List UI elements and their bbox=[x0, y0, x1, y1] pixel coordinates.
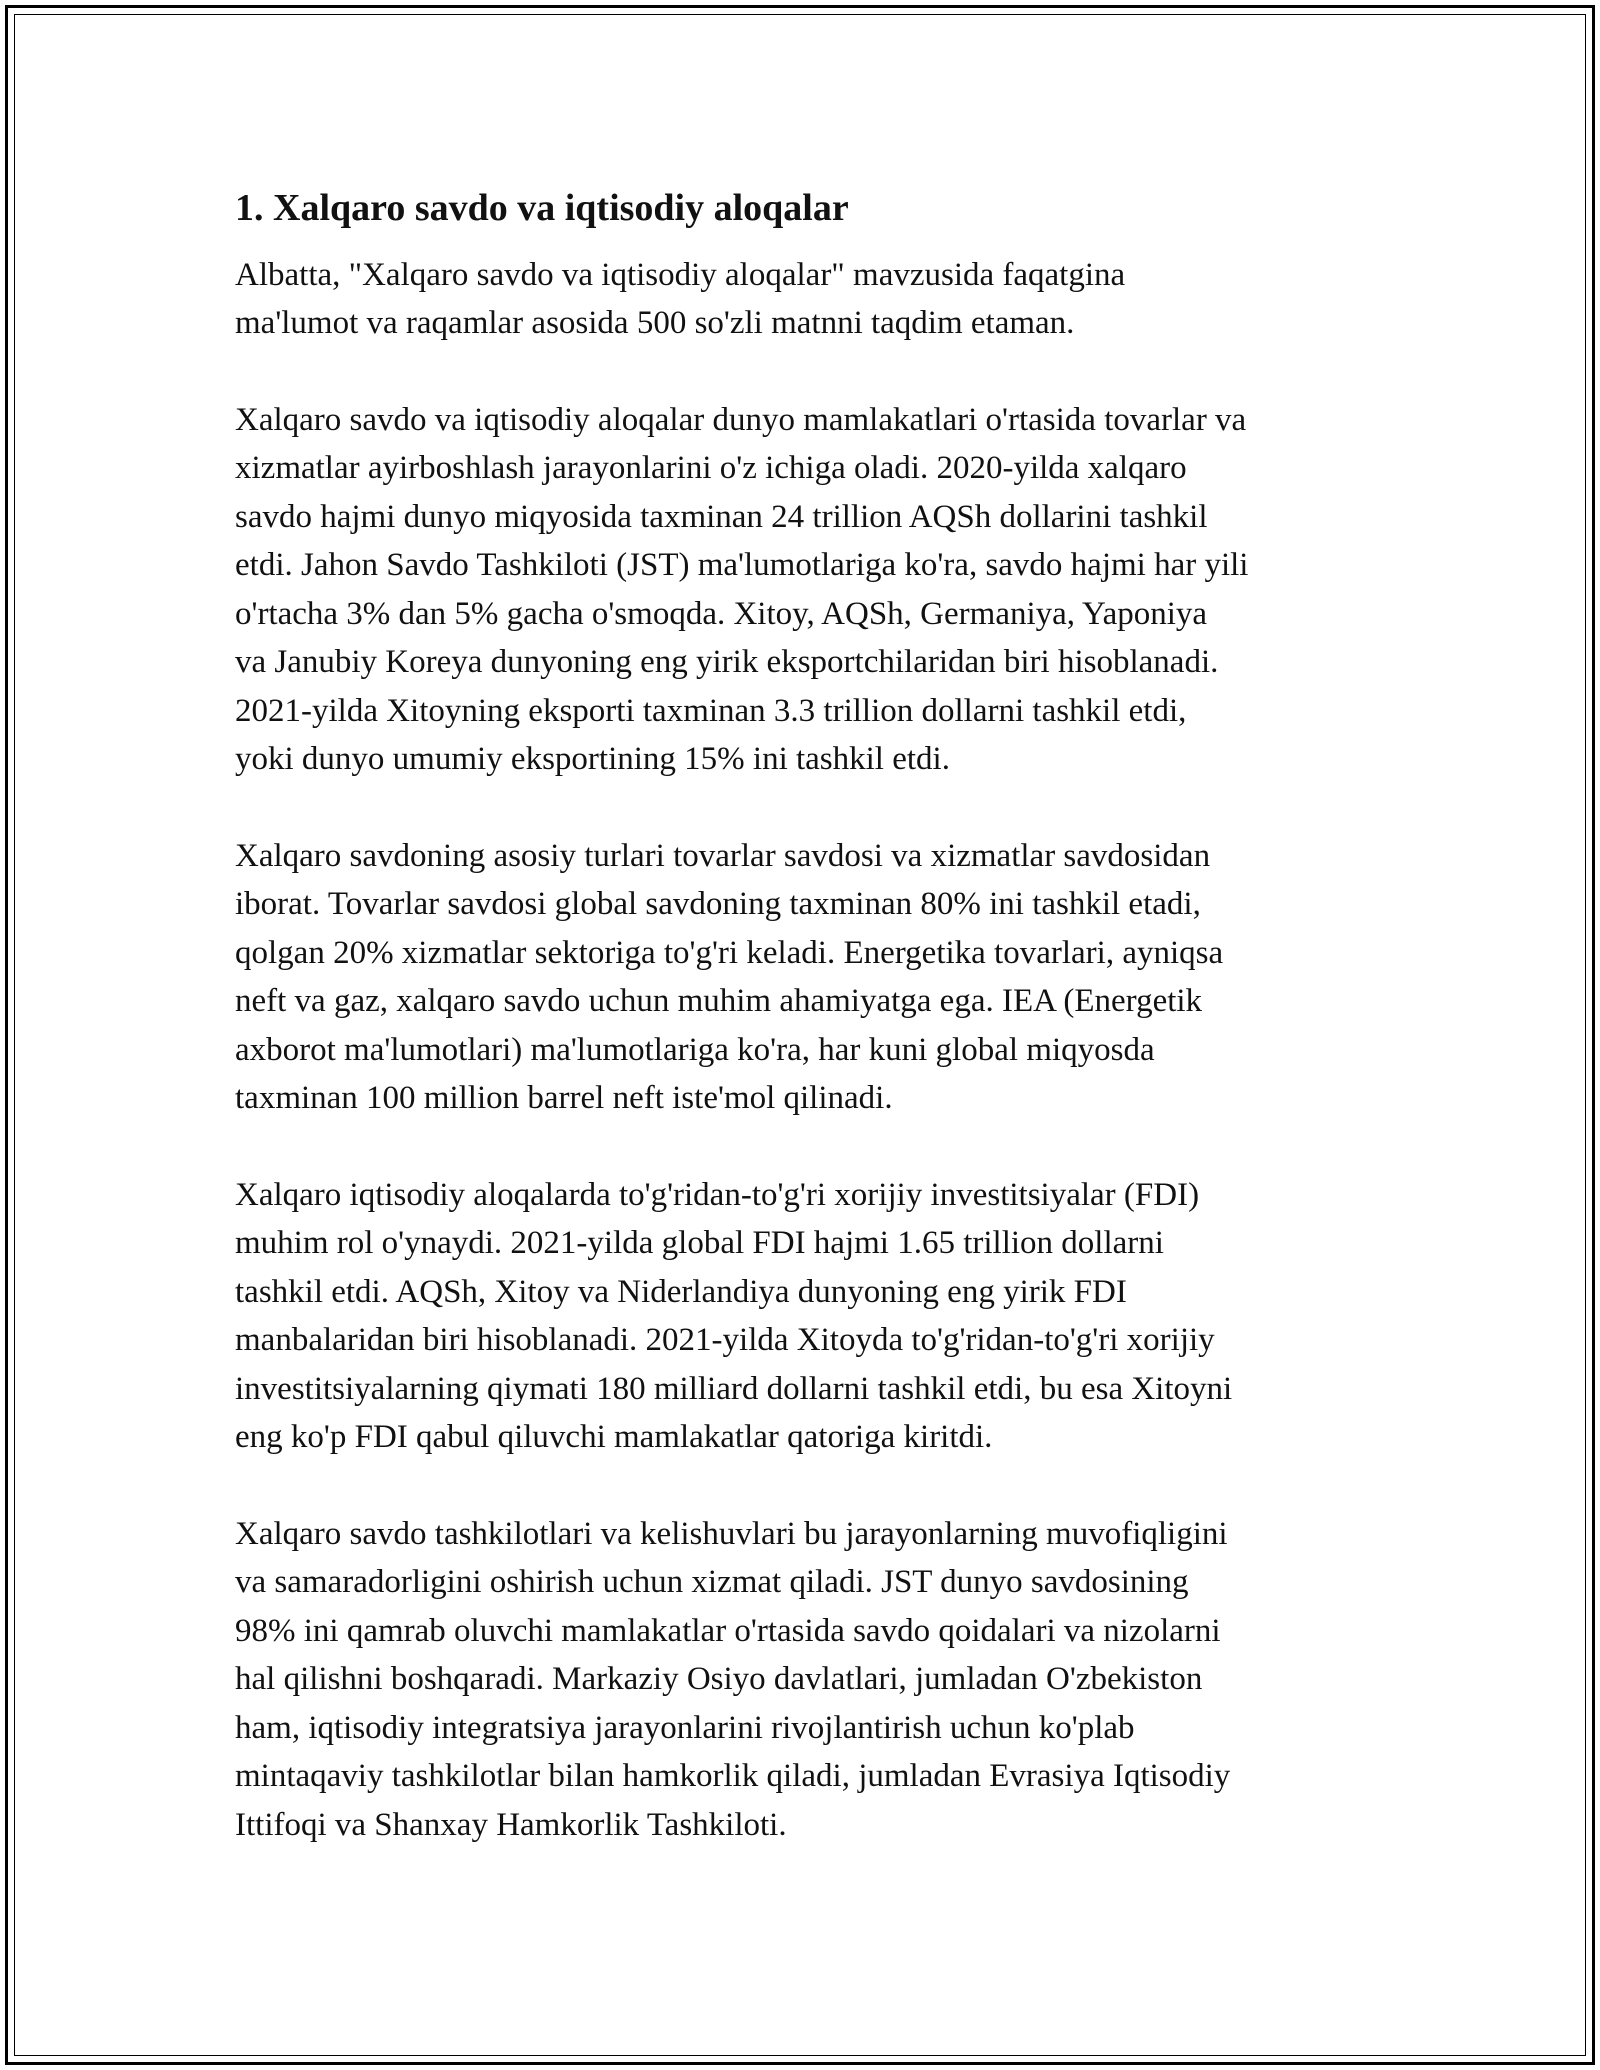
paragraph-line: Ittifoqi va Shanxay Hamkorlik Tashkiloti. bbox=[235, 1806, 787, 1843]
paragraph bbox=[235, 832, 1385, 1123]
paragraph-line: Xalqaro savdo va iqtisodiy aloqalar dunyo mamlakatlari o'rtasida tovarlar va bbox=[235, 401, 1247, 438]
paragraph-line: va samaradorligini oshirish uchun xizmat qiladi. JST dunyo savdosining bbox=[235, 1564, 1189, 1600]
document-body bbox=[235, 185, 1385, 1897]
paragraph-line: ham, iqtisodiy integratsiya jarayonlarini rivojlantirish uchun ko'plab bbox=[235, 1709, 1135, 1746]
paragraph bbox=[235, 396, 1385, 784]
paragraph-line: Albatta, "Xalqaro savdo va iqtisodiy aloqalar" mavzusida faqatgina bbox=[235, 256, 1126, 293]
document-title: 1. Xalqaro savdo va iqtisodiy aloqalar bbox=[235, 187, 849, 229]
paragraph-line: eng ko'p FDI qabul qiluvchi mamlakatlar qatoriga kiritdi. bbox=[235, 1419, 993, 1455]
paragraph-line: taxminan 100 million barrel neft iste'mol qilinadi. bbox=[235, 1080, 893, 1116]
paragraph-list bbox=[235, 251, 1385, 1850]
paragraph-line: xizmatlar ayirboshlash jarayonlarini o'z ichiga oladi. 2020-yilda xalqaro bbox=[235, 450, 1187, 486]
paragraph-line: neft va gaz, xalqaro savdo uchun muhim ahamiyatga ega. IEA (Energetik bbox=[235, 983, 1203, 1019]
paragraph-line: ma'lumot va raqamlar asosida 500 so'zli matnni taqdim etaman. bbox=[235, 305, 1075, 341]
paragraph-line: investitsiyalarning qiymati 180 milliard dollarni tashkil etdi, bu esa Xitoyni bbox=[235, 1370, 1233, 1407]
paragraph-line: Xalqaro savdoning asosiy turlari tovarlar savdosi va xizmatlar savdosidan bbox=[235, 837, 1211, 874]
paragraph-line: va Janubiy Koreya dunyoning eng yirik eksportchilaridan biri hisoblanadi. bbox=[235, 644, 1219, 680]
paragraph bbox=[235, 251, 1385, 348]
paragraph-line: tashkil etdi. AQSh, Xitoy va Niderlandiya dunyoning eng yirik FDI bbox=[235, 1273, 1127, 1310]
paragraph-line: 2021-yilda Xitoyning eksporti taxminan 3.3 trillion dollarni tashkil etdi, bbox=[235, 692, 1187, 729]
paragraph bbox=[235, 1510, 1385, 1850]
paragraph-line: o'rtacha 3% dan 5% gacha o'smoqda. Xitoy, AQSh, Germaniya, Yaponiya bbox=[235, 595, 1208, 632]
paragraph-line: hal qilishni boshqaradi. Markaziy Osiyo davlatlari, jumladan O'zbekiston bbox=[235, 1661, 1203, 1697]
paragraph-line: axborot ma'lumotlari) ma'lumotlariga ko'ra, har kuni global miqyosda bbox=[235, 1031, 1155, 1068]
paragraph-line: etdi. Jahon Savdo Tashkiloti (JST) ma'lumotlariga ko'ra, savdo hajmi har yili bbox=[235, 547, 1249, 583]
paragraph-line: 98% ini qamrab oluvchi mamlakatlar o'rtasida savdo qoidalari va nizolarni bbox=[235, 1612, 1221, 1649]
paragraph-line: Xalqaro iqtisodiy aloqalarda to'g'ridan-to'g'ri xorijiy investitsiyalar (FDI) bbox=[235, 1176, 1200, 1213]
paragraph-line: iborat. Tovarlar savdosi global savdoning taxminan 80% ini tashkil etadi, bbox=[235, 886, 1201, 922]
paragraph-line: muhim rol o'ynaydi. 2021-yilda global FDI hajmi 1.65 trillion dollarni bbox=[235, 1225, 1164, 1261]
paragraph-line: Xalqaro savdo tashkilotlari va kelishuvlari bu jarayonlarning muvofiqligini bbox=[235, 1515, 1228, 1552]
paragraph-line: mintaqaviy tashkilotlar bilan hamkorlik qiladi, jumladan Evrasiya Iqtisodiy bbox=[235, 1758, 1231, 1794]
paragraph-line: manbalaridan biri hisoblanadi. 2021-yilda Xitoyda to'g'ridan-to'g'ri xorijiy bbox=[235, 1322, 1215, 1358]
paragraph-line: yoki dunyo umumiy eksportining 15% ini tashkil etdi. bbox=[235, 741, 950, 777]
paragraph-line: savdo hajmi dunyo miqyosida taxminan 24 trillion AQSh dollarini tashkil bbox=[235, 498, 1208, 535]
paragraph-line: qolgan 20% xizmatlar sektoriga to'g'ri keladi. Energetika tovarlari, ayniqsa bbox=[235, 934, 1224, 971]
paragraph bbox=[235, 1171, 1385, 1462]
